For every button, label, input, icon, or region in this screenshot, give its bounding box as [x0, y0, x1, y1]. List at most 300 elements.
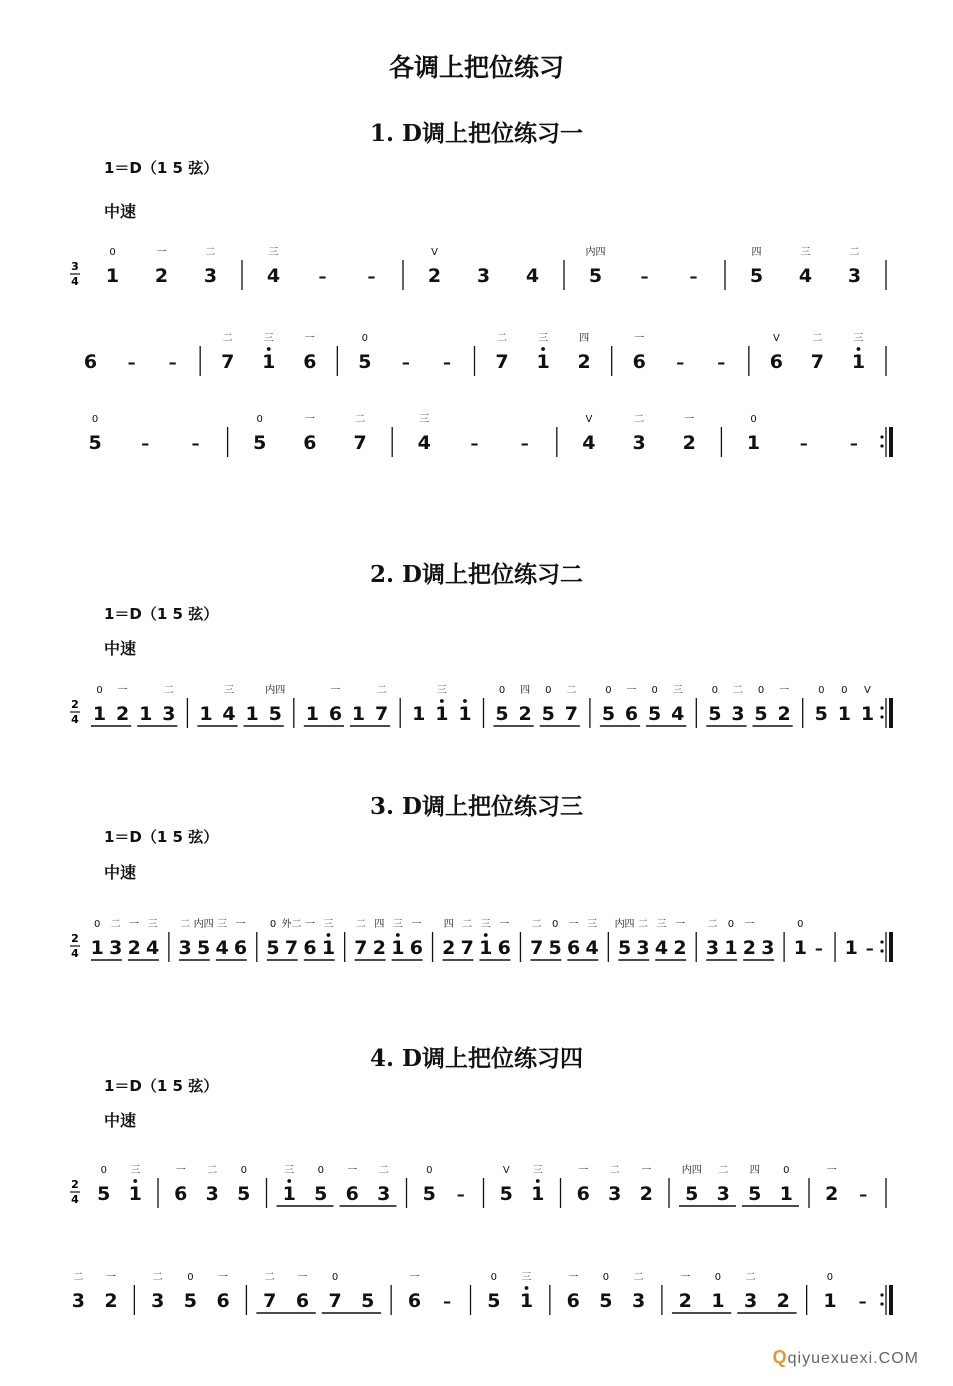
fingering-mark: 三 [284, 1165, 295, 1176]
note: 1 [531, 1183, 545, 1205]
sustain-dash: – [401, 353, 410, 372]
fingering-mark: 0 [783, 1165, 790, 1176]
fingering-mark: 二 [633, 1272, 644, 1283]
fingering-mark: 二 [207, 1165, 218, 1176]
note: 4 [654, 937, 669, 959]
fingering-mark: 二 [497, 333, 508, 344]
fingering-mark: 三 [538, 333, 549, 344]
fingering-mark: 四 [374, 919, 385, 930]
note: 5 [196, 937, 211, 959]
fingering-mark: 一 [744, 919, 755, 930]
note: 5 [422, 1183, 436, 1205]
sustain-dash: – [676, 353, 685, 372]
note: 3 [377, 1183, 391, 1205]
note: 3 [761, 937, 775, 959]
fingering-mark: 0 [96, 685, 103, 696]
note: 6 [576, 1183, 590, 1205]
note: 1 [282, 1183, 296, 1205]
fingering-mark: 二 [812, 333, 823, 344]
note: 2 [742, 937, 757, 959]
fingering-mark: 一 [684, 414, 695, 425]
fingering-mark: 一 [297, 1272, 308, 1283]
note: 6 [295, 1290, 310, 1312]
fingering-mark: 0 [91, 414, 99, 425]
note: 5 [754, 703, 768, 725]
note: 3 [109, 937, 123, 959]
fingering-mark: 一 [634, 333, 645, 344]
fingering-mark: 0 [714, 1272, 722, 1283]
note: 1 [105, 265, 120, 287]
time-signature-bottom: 4 [71, 1193, 79, 1206]
note: 4 [417, 432, 431, 454]
fingering-mark: 0 [317, 1165, 324, 1176]
note: 4 [525, 265, 540, 287]
note: 6 [407, 1290, 422, 1312]
fingering-mark: 四 [520, 685, 531, 696]
fingering-mark: 0 [551, 919, 559, 930]
note: 1 [519, 1290, 534, 1312]
fingering-mark: 内四 [585, 247, 606, 258]
time-signature-top: 3 [71, 260, 79, 273]
fingering-mark: 内四 [193, 919, 214, 930]
note: 1 [128, 1183, 142, 1205]
note: 1 [860, 703, 875, 725]
sustain-dash: – [127, 353, 136, 372]
fingering-mark: 三 [480, 919, 491, 930]
fingering-mark: 一 [156, 247, 167, 258]
note: 2 [154, 265, 169, 287]
fingering-mark: 三 [392, 919, 403, 930]
note: 6 [303, 937, 317, 959]
fingering-mark: 一 [499, 919, 510, 930]
fingering-mark: V [864, 685, 871, 696]
note: 2 [442, 937, 456, 959]
fingering-mark: 一 [175, 1165, 186, 1176]
time-signature-bottom: 4 [71, 275, 79, 288]
fingering-mark: 三 [656, 919, 667, 930]
fingering-mark: 三 [147, 919, 158, 930]
note: 5 [268, 703, 282, 725]
note: 6 [345, 1183, 359, 1205]
fingering-mark: 二 [376, 685, 387, 696]
fingering-mark: 三 [263, 333, 274, 344]
fingering-mark: 0 [240, 1165, 247, 1176]
note: 3 [151, 1290, 165, 1312]
time-signature-top: 2 [71, 698, 79, 711]
note: 5 [361, 1290, 375, 1312]
time-signature-bottom: 4 [71, 947, 79, 960]
sustain-dash: – [640, 267, 649, 286]
note: 6 [566, 1290, 580, 1312]
note: 1 [779, 1183, 793, 1205]
repeat-dot [880, 444, 883, 447]
fingering-mark: 二 [180, 919, 191, 930]
fingering-mark: 二 [73, 1272, 84, 1283]
fingering-mark: 一 [674, 919, 685, 930]
fingering-mark: 三 [800, 247, 811, 258]
note: 1 [458, 703, 472, 725]
fingering-mark: 内四 [265, 685, 286, 696]
octave-dot [287, 1179, 291, 1183]
note: 4 [798, 265, 813, 287]
note: 1 [199, 703, 213, 725]
fingering-mark: 内四 [614, 919, 635, 930]
note: 1 [851, 351, 866, 373]
fingering-mark: 一 [568, 1272, 579, 1283]
fingering-mark: 0 [94, 919, 101, 930]
sustain-dash: – [141, 434, 150, 453]
watermark-text: qiyuexuexi.COM [787, 1350, 919, 1367]
fingering-mark: 二 [609, 1165, 620, 1176]
fingering-mark: 三 [130, 1165, 141, 1176]
sustain-dash: – [470, 434, 479, 453]
note: 4 [146, 937, 160, 959]
note: 1 [245, 703, 259, 725]
page-title: 各调上把位练习 [388, 53, 564, 82]
octave-dot [440, 699, 444, 703]
fingering-mark: 二 [462, 919, 473, 930]
fingering-mark: 0 [269, 919, 277, 930]
fingering-mark: 二 [745, 1272, 756, 1283]
fingering-mark: V [502, 1165, 510, 1176]
note: 6 [303, 351, 317, 373]
note: 3 [743, 1290, 758, 1312]
note: 5 [601, 703, 616, 725]
note: 5 [266, 937, 280, 959]
note: 1 [139, 703, 153, 725]
note: 1 [724, 937, 738, 959]
section-4-title: 4. D调上把位练习四 [370, 1045, 583, 1072]
fingering-mark: 一 [304, 919, 315, 930]
sustain-dash: – [717, 353, 726, 372]
note: 2 [518, 703, 532, 725]
fingering-mark: 四 [749, 1165, 760, 1176]
note: 5 [588, 265, 603, 287]
note: 2 [639, 1183, 653, 1205]
note: 5 [708, 703, 722, 725]
note: 4 [222, 703, 236, 725]
sustain-dash: – [168, 353, 177, 372]
note: 2 [127, 937, 141, 959]
fingering-mark: 三 [853, 333, 864, 344]
note: 2 [427, 265, 442, 287]
fingering-mark: 二 [355, 919, 366, 930]
note: 1 [844, 937, 858, 959]
note: 1 [711, 1290, 725, 1312]
note: 1 [262, 351, 276, 373]
note: 4 [671, 703, 685, 725]
note: 3 [636, 937, 650, 959]
section-2-title: 2. D调上把位练习二 [370, 561, 583, 588]
fingering-mark: 四 [751, 247, 762, 258]
note: 6 [174, 1183, 188, 1205]
octave-dot [267, 347, 271, 351]
note: 7 [353, 432, 367, 454]
fingering-mark: 0 [727, 919, 735, 930]
time-signature-top: 2 [71, 1178, 79, 1191]
note: 6 [409, 937, 423, 959]
note: 1 [321, 937, 336, 959]
fingering-mark: 二 [163, 685, 174, 696]
note: 1 [305, 703, 319, 725]
note: 7 [354, 937, 368, 959]
note: 1 [837, 703, 851, 725]
note: 7 [328, 1290, 342, 1312]
note: 2 [777, 703, 791, 725]
fingering-mark: 二 [378, 1165, 389, 1176]
fingering-mark: 一 [411, 919, 422, 930]
sustain-dash: – [520, 434, 529, 453]
note: 3 [178, 937, 192, 959]
note: 3 [203, 265, 218, 287]
fingering-mark: 0 [331, 1272, 339, 1283]
note: 5 [314, 1183, 328, 1205]
note: 5 [487, 1290, 501, 1312]
note: 5 [499, 1183, 513, 1205]
note: 1 [435, 703, 449, 725]
note: 5 [358, 351, 372, 373]
section-2-key: 1＝D（1 5 弦） [104, 605, 219, 623]
note: 2 [825, 1183, 839, 1205]
sustain-dash: – [799, 434, 808, 453]
fingering-mark: 0 [605, 685, 612, 696]
repeat-dot [880, 1293, 883, 1296]
note: 4 [215, 937, 229, 959]
note: 6 [567, 937, 581, 959]
fingering-mark: 0 [256, 414, 263, 425]
sustain-dash: – [443, 1292, 452, 1311]
sustain-dash: – [191, 434, 200, 453]
fingering-mark: 三 [323, 919, 334, 930]
repeat-dot [880, 715, 883, 718]
fingering-mark: 0 [651, 685, 658, 696]
note: 1 [92, 703, 107, 725]
fingering-mark: 一 [304, 333, 315, 344]
sustain-dash: – [367, 267, 376, 286]
fingering-mark: 一 [578, 1165, 589, 1176]
sustain-dash: – [689, 267, 698, 286]
fingering-mark: 0 [750, 414, 757, 425]
fingering-mark: 一 [680, 1272, 691, 1283]
section-3-tempo: 中速 [104, 863, 137, 882]
note: 3 [632, 432, 646, 454]
note: 1 [793, 937, 807, 959]
note: 5 [541, 703, 555, 725]
fingering-mark: 二 [707, 919, 718, 930]
note: 7 [810, 351, 825, 373]
fingering-mark: 0 [498, 685, 506, 696]
note: 5 [97, 1183, 111, 1205]
fingering-mark: 外二 [281, 919, 302, 930]
note: 2 [682, 432, 696, 454]
note: 7 [495, 351, 509, 373]
fingering-mark: 0 [818, 685, 825, 696]
note: 3 [847, 265, 862, 287]
note: 5 [749, 265, 764, 287]
fingering-mark: 四 [579, 333, 590, 344]
fingering-mark: 三 [436, 685, 447, 696]
note: 7 [284, 937, 299, 959]
note: 2 [577, 351, 591, 373]
note: 6 [624, 703, 639, 725]
fingering-mark: V [585, 414, 593, 425]
note: 5 [183, 1290, 198, 1312]
fingering-mark: 二 [205, 247, 216, 258]
repeat-dot [880, 706, 883, 709]
fingering-mark: 0 [100, 1165, 107, 1176]
octave-dot [857, 347, 861, 351]
sustain-dash: – [858, 1292, 867, 1311]
note: 2 [673, 937, 687, 959]
fingering-mark: 0 [187, 1272, 194, 1283]
fingering-mark: 三 [217, 919, 228, 930]
note: 7 [375, 703, 389, 725]
fingering-mark: 一 [330, 685, 341, 696]
fingering-mark: 一 [826, 1165, 837, 1176]
fingering-mark: 二 [531, 919, 542, 930]
fingering-mark: 0 [361, 333, 369, 344]
fingering-mark: 二 [849, 247, 860, 258]
fingering-mark: 一 [626, 685, 637, 696]
time-signature-bottom: 4 [71, 713, 79, 726]
repeat-dot [880, 1302, 883, 1305]
fingering-mark: 一 [347, 1165, 358, 1176]
fingering-mark: 三 [532, 1165, 543, 1176]
note: 2 [372, 937, 386, 959]
time-signature-top: 2 [71, 932, 79, 945]
note: 5 [495, 703, 509, 725]
note: 5 [548, 937, 562, 959]
octave-dot [133, 1179, 137, 1183]
note: 6 [216, 1290, 230, 1312]
site-watermark [773, 1347, 919, 1368]
fingering-mark: 0 [490, 1272, 498, 1283]
fingering-mark: 二 [732, 685, 743, 696]
fingering-mark: 二 [222, 333, 233, 344]
note: 6 [497, 937, 511, 959]
fingering-mark: 四 [443, 919, 454, 930]
fingering-mark: 三 [587, 919, 598, 930]
octave-dot [536, 1179, 540, 1183]
note: 6 [769, 351, 783, 373]
note: 2 [678, 1290, 692, 1312]
note: 3 [608, 1183, 622, 1205]
note: 5 [88, 432, 102, 454]
note: 3 [476, 265, 491, 287]
fingering-mark: 二 [566, 685, 577, 696]
fingering-mark: 二 [634, 414, 645, 425]
section-4-tempo: 中速 [104, 1111, 137, 1130]
note: 7 [530, 937, 544, 959]
note: 1 [412, 703, 426, 725]
sustain-dash: – [859, 1185, 868, 1204]
fingering-mark: 一 [641, 1165, 652, 1176]
fingering-mark: 三 [419, 414, 430, 425]
note: 5 [748, 1183, 762, 1205]
octave-dot [484, 933, 488, 937]
note: 7 [460, 937, 474, 959]
fingering-mark: 一 [304, 414, 315, 425]
sustain-dash: – [865, 939, 874, 958]
fingering-mark: 二 [110, 919, 121, 930]
note: 1 [391, 937, 405, 959]
sustain-dash: – [456, 1185, 465, 1204]
note: 2 [776, 1290, 790, 1312]
fingering-mark: 一 [779, 685, 790, 696]
note: 7 [221, 351, 235, 373]
octave-dot [541, 347, 545, 351]
note: 6 [632, 351, 646, 373]
fingering-mark: 三 [521, 1272, 532, 1283]
fingering-mark: V [431, 247, 438, 258]
note: 3 [631, 1290, 646, 1312]
section-3-title: 3. D调上把位练习三 [370, 793, 583, 820]
note: 6 [83, 351, 98, 373]
repeat-dot [880, 435, 883, 438]
note: 3 [205, 1183, 219, 1205]
note: 1 [823, 1290, 837, 1312]
section-1-tempo: 中速 [104, 202, 137, 221]
note: 4 [585, 937, 599, 959]
note: 7 [263, 1290, 277, 1312]
note: 2 [116, 703, 130, 725]
note: 5 [237, 1183, 251, 1205]
fingering-mark: 内四 [681, 1165, 702, 1176]
fingering-mark: 0 [602, 1272, 610, 1283]
note: 5 [648, 703, 662, 725]
octave-dot [396, 933, 400, 937]
fingering-mark: 二 [638, 919, 649, 930]
note: 5 [617, 937, 632, 959]
fingering-mark: 0 [797, 919, 804, 930]
note: 3 [162, 703, 176, 725]
note: 6 [328, 703, 343, 725]
sustain-dash: – [814, 939, 823, 958]
watermark-logo-letter: Q [772, 1347, 788, 1367]
fingering-mark: 0 [826, 1272, 834, 1283]
octave-dot [327, 933, 331, 937]
fingering-mark: 一 [106, 1272, 117, 1283]
note: 5 [599, 1290, 613, 1312]
fingering-mark: 一 [235, 919, 246, 930]
note: 1 [90, 937, 104, 959]
fingering-mark: 二 [152, 1272, 163, 1283]
note: 2 [104, 1290, 118, 1312]
octave-dot [525, 1286, 529, 1290]
note: 5 [814, 703, 828, 725]
fingering-mark: V [772, 333, 780, 344]
note: 1 [536, 351, 550, 373]
section-2-tempo: 中速 [104, 639, 137, 658]
fingering-mark: 三 [672, 685, 683, 696]
note: 7 [564, 703, 578, 725]
note: 5 [253, 432, 267, 454]
fingering-mark: 一 [218, 1272, 229, 1283]
fingering-mark: 二 [264, 1272, 275, 1283]
fingering-mark: 一 [409, 1272, 420, 1283]
section-1-title: 1. D调上把位练习一 [370, 120, 583, 147]
note: 6 [233, 937, 248, 959]
fingering-mark: 0 [841, 685, 848, 696]
repeat-dot [880, 940, 883, 943]
sustain-dash: – [849, 434, 858, 453]
sustain-dash: – [442, 353, 451, 372]
note: 3 [71, 1290, 85, 1312]
note: 1 [479, 937, 493, 959]
fingering-mark: 一 [568, 919, 579, 930]
fingering-mark: 0 [545, 685, 552, 696]
fingering-mark: 0 [757, 685, 765, 696]
